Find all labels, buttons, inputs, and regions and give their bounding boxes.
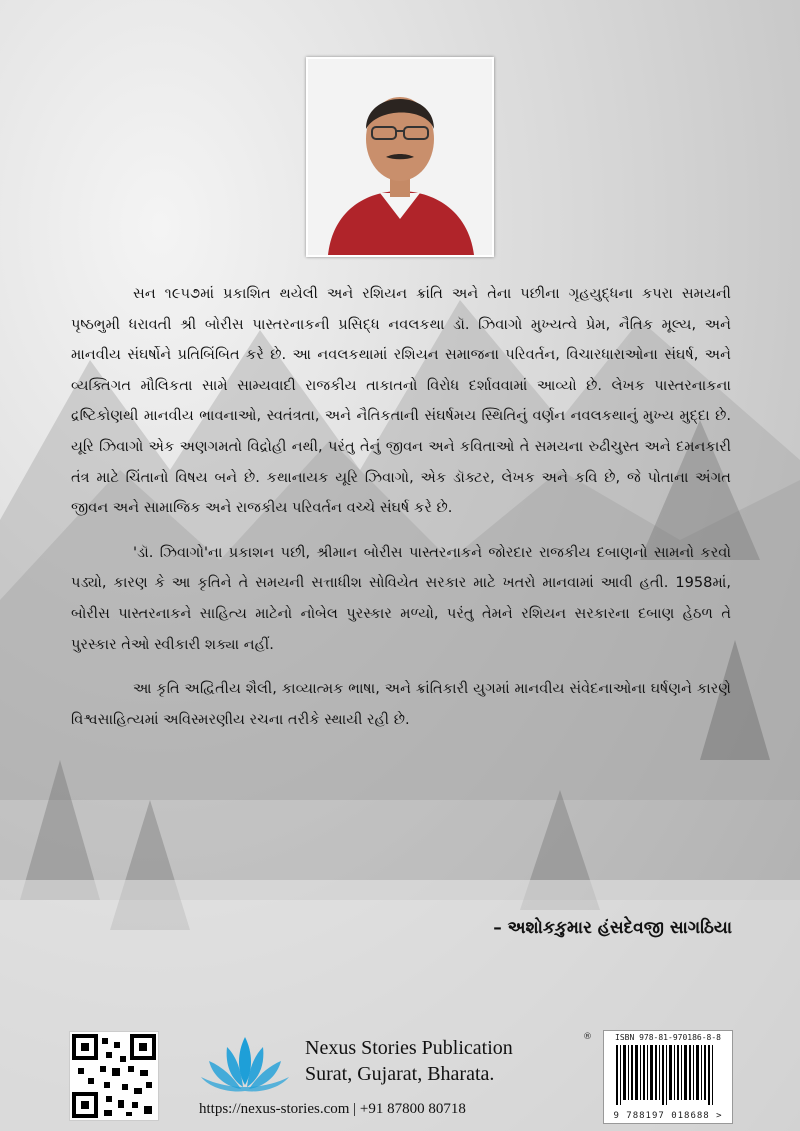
blurb-text — [71, 279, 731, 749]
author-signature: – અશોકકુમાર હંસદેવજી સાગઠિયા — [493, 918, 732, 938]
author-photo — [306, 57, 494, 257]
publisher-name: Nexus Stories Publication — [305, 1037, 513, 1059]
barcode-bars — [604, 1031, 732, 1123]
registered-trademark: ® — [583, 1032, 592, 1042]
barcode-number: 9 788197 018688 > — [613, 1111, 723, 1121]
publisher-contact[interactable]: https://nexus-stories.com | +91 87800 80718 — [199, 1101, 466, 1117]
isbn-label: ISBN 978-81-970186-8-8 — [615, 1033, 721, 1042]
lotus-logo-icon — [197, 1031, 293, 1097]
paragraph-3: આ કૃતિ અદ્વિતીય શૈલી, કાવ્યાત્મક ભાષા, અને ક્રાંતિકારી યુગમાં માનવીય સંવેદનાઓના ઘર્ષણને કારણે વિશ્વસાહિત્યમાં અવિસ્મરણીય રચના તરીકે સ્થાયી રહી છે. — [71, 680, 731, 728]
paragraph-1: સન ૧૯૫૭માં પ્રકાશિત થયેલી અને રશિયન ક્રાંતિ અને તેના પછીના ગૃહયુદ્ધના કપરા સમયની પૃષ્ઠભુમી ધરાવતી શ્રી બોરીસ પાસ્તરનાકની પ્રસિદ્ધ નવલકથા ડૉ. ઝિવાગો મુખ્યત્વે પ્રેમ, નૈતિક મૂલ્ય, અને માનવીય સંઘર્ષોને પ્રતિબિંબિત કરે છે. આ નવલકથામાં રશિયન સમાજના પરિવર્તન, વિચારધારાઓના સંઘર્ષ, અને વ્યક્તિગત મૌલિકતા સામે સામ્યવાદી રાજકીય તાકાતનો વિરોધ દર્શાવવામાં આવ્યો છે. લેખક પાસ્તરનાકના દ્રષ્ટિકોણથી માનવીય ભાવનાઓ, સ્વતંત્રતા, અને નૈતિકતાની સંઘર્ષમય સ્થિતિનું વર્ણન નવલકથાનું મુખ્ય મુદ્દા છે. યૂરિ ઝિવાગો એક અણગમતો વિદ્રોહી નથી, પરંતુ તેનું જીવન અને કવિતાઓ તે સમયના રુઢીચુસ્ત અને દમનકારી તંત્ર માટે ચિંતાનો વિષય બને છે. કથાનાયક યૂરિ ઝિવાગો, એક ડૉક્ટર, લેખક અને કવિ છે, જે પોતાના અંગત જીવન અને સામાજિક અને રાજકીય પરિવર્તન વચ્ચે સંઘર્ષ કરે છે. — [71, 285, 731, 517]
publisher-place: Surat, Gujarat, Bharata. — [305, 1063, 495, 1085]
paragraph-2: 'ડૉ. ઝિવાગો'ના પ્રકાશન પછી, શ્રીમાન બોરીસ પાસ્તરનાકને જોરદાર રાજકીય દબાણનો સામનો કરવો પડ્યો, કારણ કે આ કૃતિને તે સમયની સત્તાધીશ સોવિયેત સરકાર માટે ખતરો માનવામાં આવી હતી. 1958માં, બોરીસ પાસ્તરનાકને સાહિત્ય માટેનો નોબેલ પુરસ્કાર મળ્યો, પરંતુ તેમને રશિયન સરકારના દબાણ હેઠળ તે પુરસ્કાર તેઓ સ્વીકારી શક્યા નહીં. — [71, 543, 731, 653]
qr-code[interactable] — [69, 1031, 159, 1121]
isbn-barcode — [603, 1030, 733, 1124]
